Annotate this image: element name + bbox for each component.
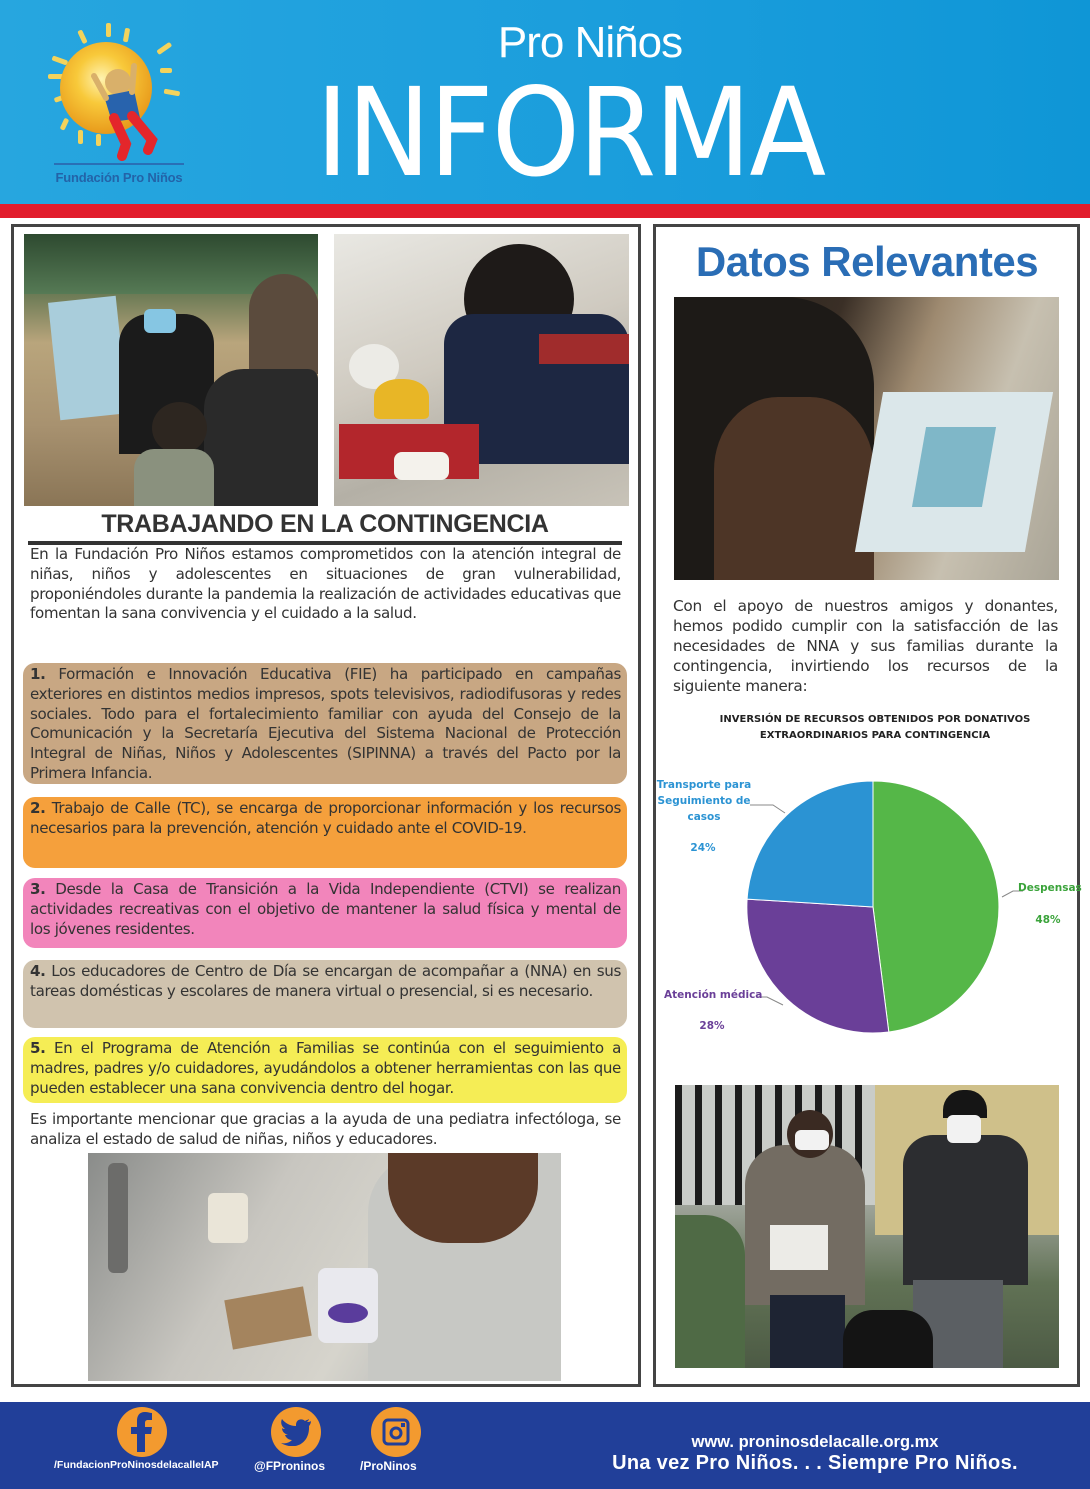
twitter-handle[interactable]: @FProninos: [254, 1459, 326, 1473]
item-text: Desde la Casa de Transición a la Vida Independiente (CTVI) se realizan actividades recreativas con el objetivo de mantener la salud física y mental de los jóvenes residentes.: [30, 880, 621, 938]
health-note: Es importante mencionar que gracias a la ayuda de una pediatra infectóloga, se analiza el estado de salud de niñas, niños y educadores.: [30, 1110, 621, 1148]
program-item-2: [23, 797, 627, 868]
item-text: Trabajo de Calle (TC), se encarga de proporcionar información y los recursos necesarios para la prevención, atención y cuidado ante el COVID-19.: [30, 799, 621, 837]
instagram-handle[interactable]: /ProNinos: [360, 1459, 417, 1473]
fundacion-logo: [34, 18, 204, 190]
label-atencion-medica: Atención médica: [664, 989, 763, 1001]
program-item-5: [23, 1037, 627, 1103]
footer-motto: Una vez Pro Niños. . . Siempre Pro Niños.: [612, 1452, 1018, 1474]
right-panel-title: Datos Relevantes: [695, 238, 1039, 285]
program-item-4: [23, 960, 627, 1028]
item-number: 1.: [30, 665, 46, 683]
item-number: 5.: [30, 1039, 46, 1057]
logo-caption: Fundación Pro Niños: [55, 170, 183, 185]
item-text: En el Programa de Atención a Familias se continúa con el seguimiento a madres, padres y/o cuidadores, ayudándolos a obtener herramientas con las que pueden establecer una sana convivencia dentro del hogar.: [30, 1039, 621, 1097]
label-despensas: Despensas: [1018, 882, 1082, 894]
program-item-1: [23, 663, 627, 784]
item-number: 4.: [30, 962, 46, 980]
sun-child-logo-icon: [34, 18, 204, 168]
item-number: 2.: [30, 799, 46, 817]
photo-boy-crafting: [334, 234, 629, 506]
header-title: INFORMA: [315, 62, 825, 204]
item-text: Los educadores de Centro de Día se encargan de acompañar a (NNA) en sus tareas domésticas y escolares de manera virtual o presencial, si es necesario.: [30, 962, 621, 1000]
website-link[interactable]: www. proninosdelacalle.org.mx: [691, 1433, 939, 1451]
header-subtitle: Pro Niños: [497, 18, 683, 67]
twitter-icon: [280, 1418, 312, 1446]
photo-child-art-supplies: [88, 1153, 561, 1381]
value-despensas: 48%: [1035, 914, 1061, 926]
section-title: TRABAJANDO EN LA CONTINGENCIA: [101, 510, 549, 538]
item-text: Formación e Innovación Educativa (FIE) ha participado en campañas exteriores en distintos medios impresos, spots televisivos, radiodifusoras y redes sociales. Todo para el fortalecimiento familiar con ayuda del Consejo de la Comunicación y la Secretaría Ejecutiva del Sistema Nacional de Protección Integral de Niñas, Niños y Adolescentes (SIPINNA) a través del Pacto por la Primera Infancia.: [30, 665, 621, 782]
facebook-icon: [127, 1412, 157, 1452]
value-atencion-medica: 28%: [699, 1020, 725, 1032]
instagram-link[interactable]: [371, 1407, 421, 1457]
intro-paragraph: En la Fundación Pro Niños estamos comprometidos con la atención integral de niñas, niños y adolescentes en situaciones de gran vulnerabilidad, proponiéndoles durante la pandemia la realización de actividades educativas que fomentan la sana convivencia y el cuidado a la salud.: [30, 545, 621, 623]
facebook-link[interactable]: [117, 1407, 167, 1457]
chart-title: INVERSIÓN DE RECURSOS OBTENIDOS POR DONATIVOS EXTRAORDINARIOS PARA CONTINGENCIA: [719, 714, 1031, 741]
photo-two-men-masks: [675, 1085, 1059, 1368]
donors-paragraph: Con el apoyo de nuestros amigos y donantes, hemos podido cumplir con la satisfacción de las necesidades de NNA y sus familias durante la contingencia, invirtiendo los recursos de la siguiente manera:: [673, 597, 1058, 695]
header-divider: [0, 204, 1090, 218]
instagram-icon: [382, 1418, 410, 1446]
facebook-handle[interactable]: /FundacionProNinosdelacalleIAP: [54, 1459, 219, 1471]
photo-child-reading-book: [674, 297, 1059, 580]
photo-educator-showing-poster: [24, 234, 318, 506]
program-item-3: [23, 878, 627, 948]
item-number: 3.: [30, 880, 46, 898]
twitter-link[interactable]: [271, 1407, 321, 1457]
label-transporte: Transporte para Seguimiento de casos: [656, 779, 752, 823]
value-transporte: 24%: [690, 842, 716, 854]
